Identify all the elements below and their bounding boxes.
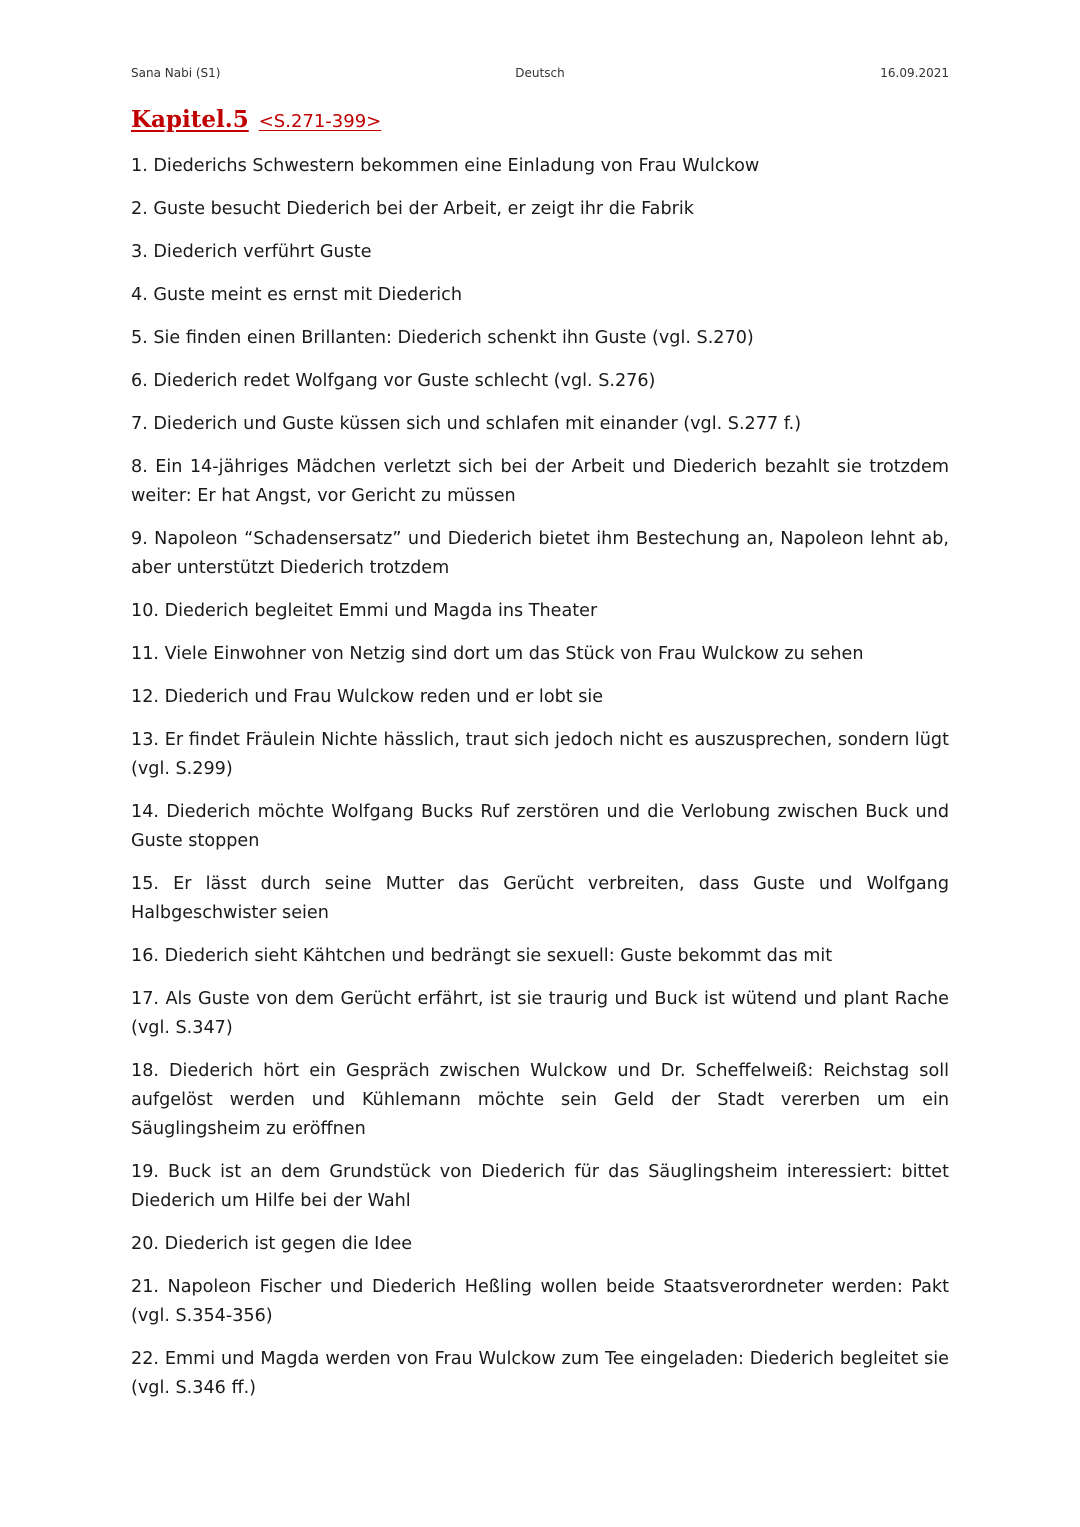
list-item: 12. Diederich und Frau Wulckow reden und er lobt sie	[131, 687, 604, 707]
list-item: 5. Sie finden einen Brillanten: Diederich schenkt ihn Guste (vgl. S.270)	[131, 328, 754, 348]
header-date: 16.09.2021	[880, 66, 949, 80]
list-item: 13. Er findet Fräulein Nichte hässlich, traut sich jedoch nicht es auszusprechen, sondern lügt (vgl. S.299)	[131, 730, 949, 779]
list-item: 3. Diederich verführt Guste	[131, 242, 372, 262]
list-item: 8. Ein 14-jähriges Mädchen verletzt sich bei der Arbeit und Diederich bezahlt sie trotzdem weiter: Er hat Angst, vor Gericht zu müssen	[131, 457, 949, 506]
list-item: 14. Diederich möchte Wolfgang Bucks Ruf zerstören und die Verlobung zwischen Buck und Guste stoppen	[131, 802, 949, 851]
chapter-page-range: <S.271-399>	[258, 111, 382, 132]
list-item: 16. Diederich sieht Kähtchen und bedrängt sie sexuell: Guste bekommt das mit	[131, 946, 833, 966]
chapter-title	[131, 106, 381, 133]
list-item: 4. Guste meint es ernst mit Diederich	[131, 285, 462, 305]
list-item: 9. Napoleon “Schadensersatz” und Diederich bietet ihm Bestechung an, Napoleon lehnt ab, aber unterstützt Diederich trotzdem	[131, 529, 949, 578]
list-item: 17. Als Guste von dem Gerücht erfährt, ist sie traurig und Buck ist wütend und plant Rache (vgl. S.347)	[131, 989, 949, 1038]
page-header	[131, 66, 949, 84]
list-item: 19. Buck ist an dem Grundstück von Diederich für das Säuglingsheim interessiert: bittet Diederich um Hilfe bei der Wahl	[131, 1162, 949, 1211]
list-item: 10. Diederich begleitet Emmi und Magda ins Theater	[131, 601, 598, 621]
header-author: Sana Nabi (S1)	[131, 66, 221, 80]
header-subject: Deutsch	[515, 66, 565, 80]
list-item: 22. Emmi und Magda werden von Frau Wulckow zum Tee eingeladen: Diederich begleitet sie (vgl. S.346 ff.)	[131, 1349, 949, 1398]
list-item: 2. Guste besucht Diederich bei der Arbeit, er zeigt ihr die Fabrik	[131, 199, 694, 219]
list-item: 7. Diederich und Guste küssen sich und schlafen mit einander (vgl. S.277 f.)	[131, 414, 802, 434]
list-item: 18. Diederich hört ein Gespräch zwischen Wulckow und Dr. Scheffelweiß: Reichstag soll aufgelöst werden und Kühlemann möchte sein Geld der Stadt vererben um ein Säuglingsheim zu eröffnen	[131, 1061, 949, 1139]
summary-list	[131, 152, 949, 1417]
chapter-title-main: Kapitel.5	[131, 106, 249, 133]
list-item: 21. Napoleon Fischer und Diederich Heßling wollen beide Staatsverordneter werden: Pakt (vgl. S.354-356)	[131, 1277, 949, 1326]
list-item: 6. Diederich redet Wolfgang vor Guste schlecht (vgl. S.276)	[131, 371, 656, 391]
list-item: 15. Er lässt durch seine Mutter das Gerücht verbreiten, dass Guste und Wolfgang Halbgeschwister seien	[131, 874, 949, 923]
list-item: 1. Diederichs Schwestern bekommen eine Einladung von Frau Wulckow	[131, 156, 760, 176]
list-item: 11. Viele Einwohner von Netzig sind dort um das Stück von Frau Wulckow zu sehen	[131, 644, 864, 664]
list-item: 20. Diederich ist gegen die Idee	[131, 1234, 413, 1254]
